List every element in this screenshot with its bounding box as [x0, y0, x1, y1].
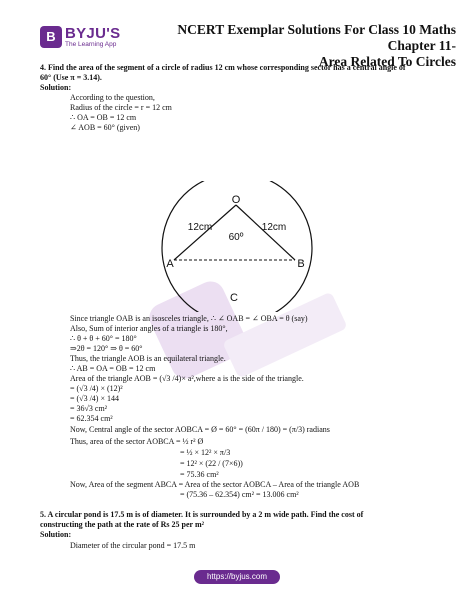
q4-line: Radius of the circle = r = 12 cm	[70, 103, 172, 112]
logo-mark	[40, 26, 62, 48]
q4-question-line-1: 4. Find the area of the segment of a circle of radius 12 cm whose corresponding sector has a central angle of	[40, 63, 406, 72]
footer-url-link[interactable]: https://byjus.com	[194, 570, 280, 584]
q4-work-line: = 12² × (22 / (7×6))	[180, 459, 243, 468]
title-line-1: NCERT Exemplar Solutions For Class 10 Maths Chapter 11-	[177, 22, 456, 53]
label-oa-length: 12cm	[187, 222, 213, 233]
label-angle: 60º	[228, 232, 244, 243]
q4-work-line: = (√3 /4) × (12)²	[70, 384, 123, 393]
byjus-logo[interactable]	[40, 26, 124, 52]
label-b: B	[297, 258, 305, 270]
q5-question-line-2: constructing the path at the rate of Rs 25 per m²	[40, 520, 205, 529]
title-line-2: Area Related To Circles	[318, 54, 456, 69]
logo-name: BYJU'S	[65, 25, 121, 42]
label-o: O	[231, 194, 241, 206]
q4-work-line: ∴ AB = OA = OB = 12 cm	[70, 364, 156, 373]
q4-work-line: ∴ θ + θ + 60° = 180°	[70, 334, 137, 343]
q4-work-line: = ½ × 12² × π/3	[180, 448, 231, 457]
q4-work-line: Now, Area of the segment ABCA = Area of the sector AOBCA – Area of the triangle AOB	[70, 480, 360, 489]
q4-solution-label: Solution:	[40, 83, 72, 92]
q5-solution-label: Solution:	[40, 530, 72, 539]
q4-work-line: Thus, the triangle AOB is an equilateral triangle.	[70, 354, 226, 363]
q4-work-line: Thus, area of the sector AOBCA = ½ r² Ø	[70, 437, 204, 446]
logo-tagline: The Learning App	[65, 41, 117, 48]
q4-line: According to the question,	[70, 93, 155, 102]
q4-work-line: Also, Sum of interior angles of a triangle is 180°,	[70, 324, 228, 333]
q4-question-line-2: 60° (Use π = 3.14).	[40, 73, 102, 82]
q4-work-line: ⇒2θ = 120° ⇒ θ = 60°	[70, 344, 143, 353]
q4-line: ∠ AOB = 60° (given)	[70, 123, 140, 132]
circle-segment-diagram	[150, 181, 330, 312]
q4-work-line: = 36√3 cm²	[70, 404, 108, 413]
q4-line: ∴ OA = OB = 12 cm	[70, 113, 137, 122]
q4-work-line: Now, Central angle of the sector AOBCA = Ø = 60° = (60π / 180) = (π/3) radians	[70, 425, 330, 434]
q4-work-line: = 62.354 cm²	[70, 414, 113, 423]
q4-work-line: = (√3 /4) × 144	[70, 394, 119, 403]
label-a: A	[166, 258, 174, 270]
label-ob-length: 12cm	[261, 222, 287, 233]
q5-question-line-1: 5. A circular pond is 17.5 m is of diameter. It is surrounded by a 2 m wide path. Find the cost of	[40, 510, 364, 519]
q4-work-line: Area of the triangle AOB = (√3 /4)× a²,where a is the side of the triangle.	[70, 374, 304, 383]
q4-work-line: Since triangle OAB is an isosceles triangle, ∴ ∠ OAB = ∠ OBA = θ (say)	[70, 314, 308, 323]
q4-work-line: = (75.36 – 62.354) cm² = 13.006 cm²	[180, 490, 299, 499]
q5-line: Diameter of the circular pond = 17.5 m	[70, 541, 196, 550]
q4-work-line: = 75.36 cm²	[180, 470, 219, 479]
logo-initial: B	[46, 29, 56, 44]
label-c: C	[230, 292, 238, 304]
